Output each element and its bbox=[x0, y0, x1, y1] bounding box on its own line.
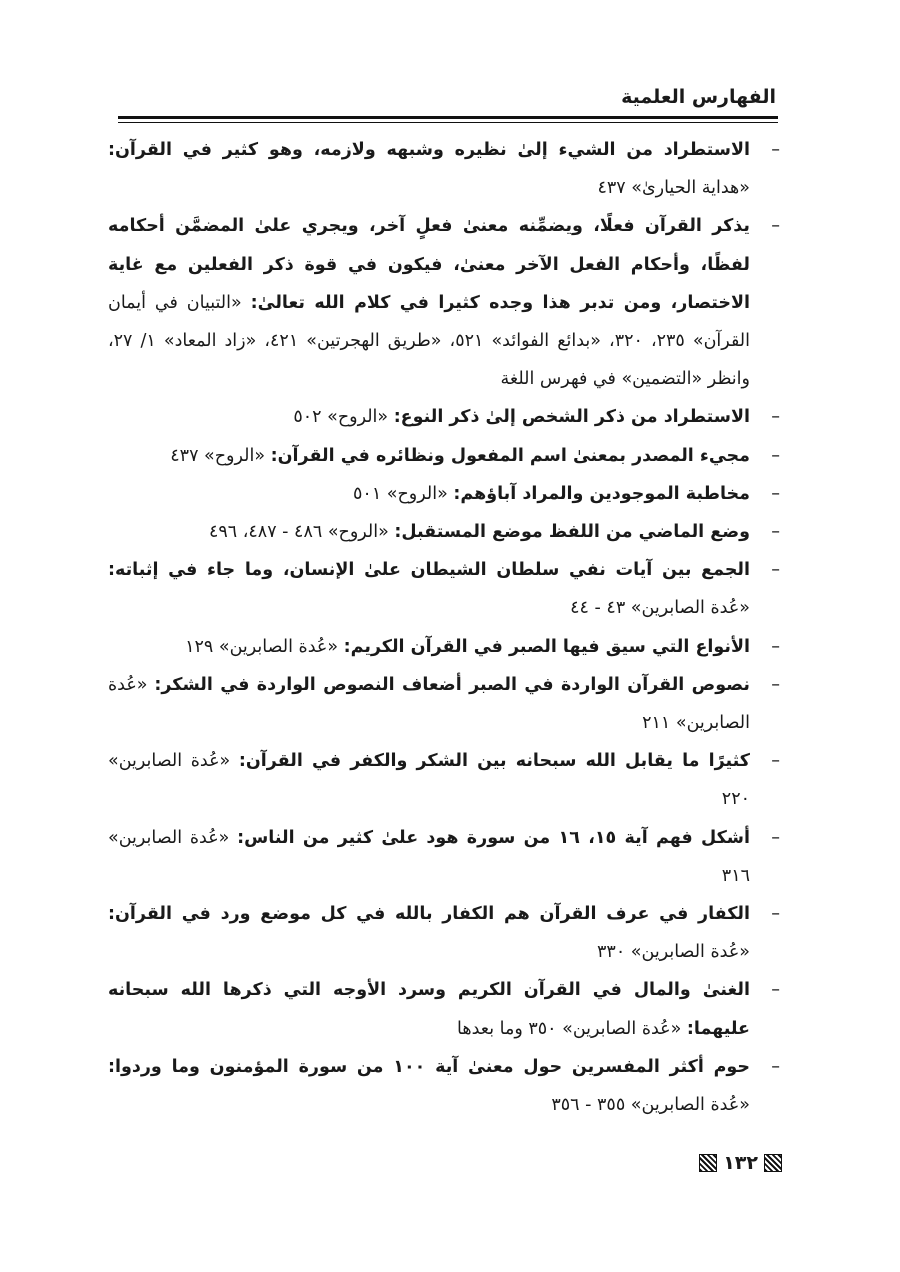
bullet-dash: – bbox=[771, 980, 780, 1001]
entry-text: كثيرًا ما يقابل الله سبحانه بين الشكر والكفر في القرآن: bbox=[238, 751, 750, 772]
entry-citation: «التبيان في أيمان القرآن» ٢٣٥، ٣٢٠، «بدائع الفوائد» ٥٢١، «طريق الهجرتين» ٤٢١، «زاد المعاد» ١/ ٢٧، وانظر «التضمين» في فهرس اللغة bbox=[108, 292, 750, 390]
entry-citation: «عُدة الصابرين» ٣٣٠ bbox=[597, 942, 750, 963]
bullet-dash: – bbox=[771, 445, 780, 466]
entry-citation: «عُدة الصابرين» ٣٥٠ وما بعدها bbox=[457, 1018, 687, 1039]
list-item bbox=[108, 513, 780, 551]
page-number: ١٣٢ bbox=[723, 1152, 758, 1174]
entry-text: الاستطراد من الشيء إلىٰ نظيره وشبهه ولازمه، وهو كثير في القرآن: bbox=[108, 140, 750, 160]
list-item bbox=[108, 207, 780, 398]
list-item bbox=[108, 895, 780, 971]
list-item bbox=[108, 131, 780, 207]
list-item bbox=[108, 551, 780, 627]
entry-text: الغنىٰ والمال في القرآن الكريم وسرد الأوجه التي ذكرها الله سبحانه عليهما: bbox=[108, 980, 750, 1039]
entry-text: نصوص القرآن الواردة في الصبر أضعاف النصوص الواردة في الشكر: bbox=[154, 674, 750, 695]
entry-text: الجمع بين آيات نفي سلطان الشيطان علىٰ الإنسان، وما جاء في إثباته: bbox=[108, 560, 750, 581]
ornament-icon bbox=[764, 1154, 782, 1172]
entry-citation: «عُدة الصابرين» ٣٥٥ - ٣٥٦ bbox=[551, 1095, 750, 1116]
bullet-dash: – bbox=[771, 522, 780, 543]
entry-citation: «عُدة الصابرين» ٤٣ - ٤٤ bbox=[570, 598, 750, 619]
entry-citation: «الروح» ٥٠٢ bbox=[293, 407, 394, 428]
entry-text: أشكل فهم آية ١٥، ١٦ من سورة هود علىٰ كثير من الناس: bbox=[237, 827, 751, 848]
bullet-dash: – bbox=[771, 1056, 780, 1077]
list-item bbox=[108, 437, 780, 475]
index-list bbox=[108, 131, 780, 1124]
list-item bbox=[108, 398, 780, 436]
entry-citation: «هداية الحيارىٰ» ٤٣٧ bbox=[597, 178, 750, 199]
entry-citation: «الروح» ٤٨٦ - ٤٨٧، ٤٩٦ bbox=[208, 522, 395, 543]
entry-citation: «الروح» ٥٠١ bbox=[353, 483, 454, 504]
bullet-dash: – bbox=[771, 560, 780, 581]
bullet-dash: – bbox=[771, 674, 780, 695]
entry-text: الكفار في عرف القرآن هم الكفار بالله في كل موضع ورد في القرآن: bbox=[108, 904, 750, 925]
bullet-dash: – bbox=[771, 904, 780, 925]
entry-text: مخاطبة الموجودين والمراد آباؤهم: bbox=[453, 483, 750, 504]
entry-citation: «عُدة الصابرين» ٢١١ bbox=[108, 674, 750, 734]
ornament-icon bbox=[699, 1154, 717, 1172]
entry-text: مجيء المصدر بمعنىٰ اسم المفعول ونظائره في القرآن: bbox=[270, 445, 750, 466]
entry-citation: «عُدة الصابرين» ١٢٩ bbox=[185, 636, 344, 657]
list-item bbox=[108, 819, 780, 895]
list-item bbox=[108, 1048, 780, 1124]
list-item bbox=[108, 628, 780, 666]
bullet-dash: – bbox=[771, 827, 780, 848]
bullet-dash: – bbox=[771, 483, 780, 504]
list-item bbox=[108, 475, 780, 513]
page-footer bbox=[699, 1152, 782, 1174]
header-rule-thin bbox=[118, 122, 778, 123]
header-rule-thick bbox=[118, 116, 778, 119]
list-item bbox=[108, 971, 780, 1047]
bullet-dash: – bbox=[771, 636, 780, 657]
entry-text: الاستطراد من ذكر الشخص إلىٰ ذكر النوع: bbox=[393, 407, 750, 428]
entry-citation: «عُدة الصابرين» ٣١٦ bbox=[108, 827, 750, 886]
entry-text: وضع الماضي من اللفظ موضع المستقبل: bbox=[394, 522, 750, 543]
bullet-dash: – bbox=[771, 216, 780, 237]
list-item bbox=[108, 666, 780, 742]
entry-text: حوم أكثر المفسرين حول معنىٰ آية ١٠٠ من سورة المؤمنون وما وردوا: bbox=[108, 1056, 750, 1077]
bullet-dash: – bbox=[771, 407, 780, 428]
entry-citation: «الروح» ٤٣٧ bbox=[170, 445, 271, 466]
entry-citation: «عُدة الصابرين» ٢٢٠ bbox=[108, 751, 750, 810]
entry-text: يذكر القرآن فعلًا، ويضمِّنه معنىٰ فعلٍ آخر، ويجري علىٰ المضمَّن أحكامه لفظًا، وأحكام الفعل الآخر معنىٰ، فيكون في قوة ذكر الفعلين مع غاية الاختصار، ومن تدبر هذا وجده كثيرا في كلام الله تعالىٰ: bbox=[108, 216, 750, 313]
entry-text: الأنواع التي سيق فيها الصبر في القرآن الكريم: bbox=[343, 636, 750, 657]
running-header: الفهارس العلمية bbox=[621, 86, 776, 108]
bullet-dash: – bbox=[771, 140, 780, 160]
bullet-dash: – bbox=[771, 751, 780, 772]
list-item bbox=[108, 742, 780, 818]
